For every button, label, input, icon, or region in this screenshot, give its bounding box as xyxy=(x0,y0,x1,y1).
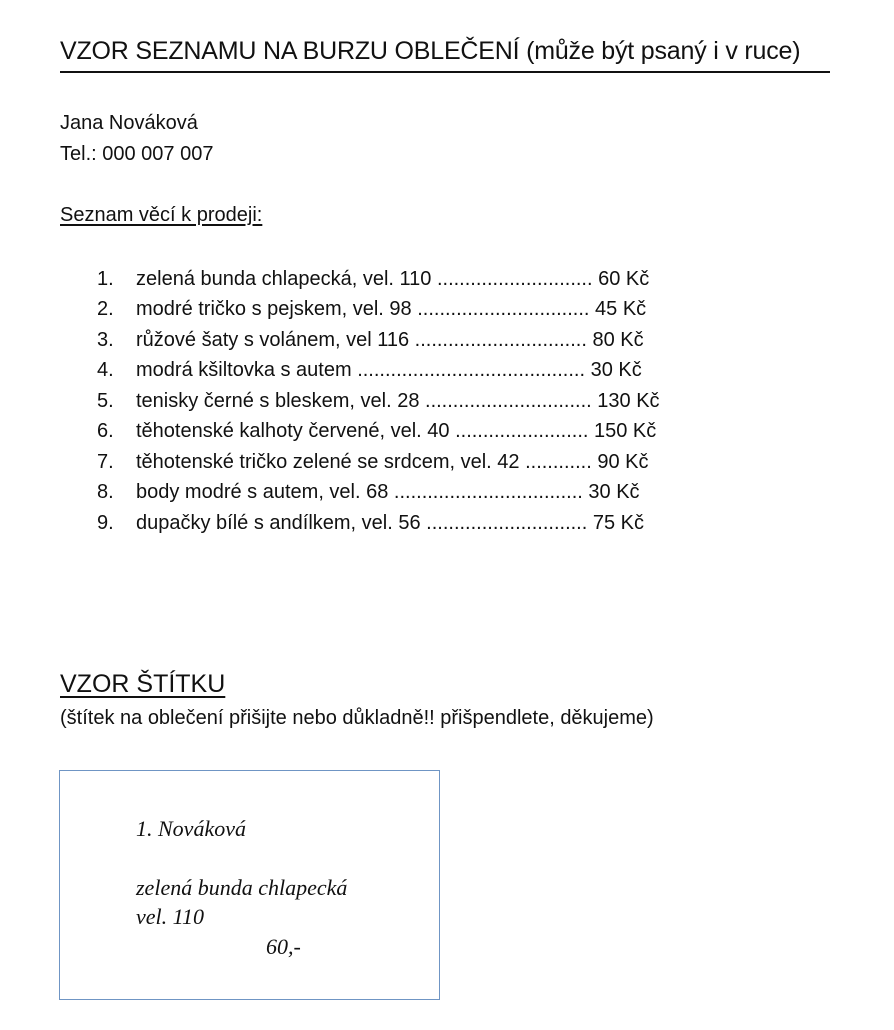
list-item xyxy=(97,356,757,387)
label-sample-line1: 1. Nováková xyxy=(136,816,246,841)
item-text: modré tričko s pejskem, vel. 98 ............................... 45 Kč xyxy=(136,298,647,321)
item-number: 5. xyxy=(97,389,114,412)
item-number: 4. xyxy=(97,359,114,382)
item-number: 2. xyxy=(97,298,114,321)
contact-name: Jana Nováková xyxy=(60,112,198,134)
list-heading: Seznam věcí k prodeji: xyxy=(60,204,263,226)
label-sample-box xyxy=(59,770,440,1000)
list-item xyxy=(97,478,757,509)
label-sample-line2: zelená bunda chlapecká xyxy=(136,875,348,900)
label-sample-price: 60,- xyxy=(266,934,301,959)
item-number: 1. xyxy=(97,267,114,290)
label-heading: VZOR ŠTÍTKU xyxy=(60,670,226,698)
item-text: těhotenské tričko zelené se srdcem, vel. 42 ............ 90 Kč xyxy=(136,450,649,473)
list-item xyxy=(97,295,757,326)
item-text: zelená bunda chlapecká, vel. 110 ............................ 60 Kč xyxy=(136,267,650,290)
item-number: 7. xyxy=(97,450,114,473)
item-number: 6. xyxy=(97,420,114,443)
list-item xyxy=(97,264,757,295)
item-text: dupačky bílé s andílkem, vel. 56 ............................. 75 Kč xyxy=(136,511,644,534)
label-note: (štítek na oblečení přišijte nebo důkladně!! přišpendlete, děkujeme) xyxy=(60,707,654,729)
page-title: VZOR SEZNAMU NA BURZU OBLEČENÍ (může být psaný i v ruce) xyxy=(60,37,801,65)
list-item xyxy=(97,386,757,417)
list-item xyxy=(97,508,757,539)
label-sample-line3: vel. 110 xyxy=(136,904,205,929)
contact-block xyxy=(60,108,213,170)
item-text: body modré s autem, vel. 68 .................................. 30 Kč xyxy=(136,481,640,504)
item-text: růžové šaty s volánem, vel 116 ............................... 80 Kč xyxy=(136,328,644,351)
item-text: modrá kšiltovka s autem ......................................... 30 Kč xyxy=(136,359,642,382)
item-number: 9. xyxy=(97,511,114,534)
title-underline xyxy=(60,71,830,73)
list-item xyxy=(97,325,757,356)
list-item xyxy=(97,417,757,448)
item-number: 8. xyxy=(97,481,114,504)
contact-phone: Tel.: 000 007 007 xyxy=(60,143,214,165)
list-item xyxy=(97,447,757,478)
item-number: 3. xyxy=(97,328,114,351)
item-text: těhotenské kalhoty červené, vel. 40 ........................ 150 Kč xyxy=(136,420,657,443)
item-text: tenisky černé s bleskem, vel. 28 .............................. 130 Kč xyxy=(136,389,660,412)
item-list xyxy=(97,264,757,539)
